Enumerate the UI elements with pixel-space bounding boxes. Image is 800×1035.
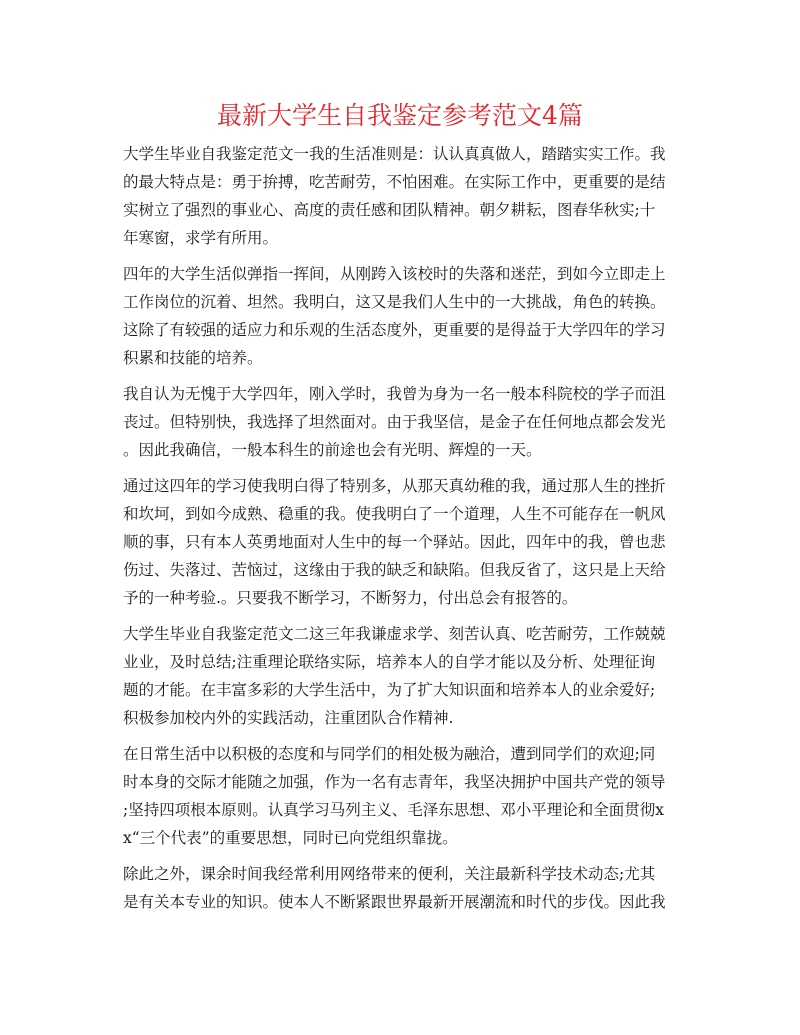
- paragraph-line: 积极参加校内外的实践活动，注重团队合作精神.: [123, 709, 454, 727]
- paragraph-7: [123, 860, 678, 916]
- paragraph-2: [123, 260, 678, 372]
- paragraph-line: 这除了有较强的适应力和乐观的生活态度外，更重要的是得益于大学四年的学习: [123, 321, 666, 339]
- paragraph-line: 通过这四年的学习使我明白得了特别多，从那天真幼稚的我，通过那人生的挫折: [123, 477, 666, 495]
- paragraph-line: 丧过。但特别快，我选择了坦然面对。由于我坚信，是金子在任何地点都会发光: [123, 413, 666, 431]
- paragraph-line: 我自认为无愧于大学四年，刚入学时，我曾为身为一名一般本科院校的学子而沮: [123, 385, 666, 403]
- paragraph-line: 予的一种考验.。只要我不断学习，不断努力，付出总会有报答的。: [123, 589, 578, 607]
- paragraph-line: 实树立了强烈的事业心、高度的责任感和团队精神。朝夕耕耘，图春华秋实;十: [123, 201, 656, 219]
- paragraph-line: 的最大特点是：勇于拚搏，吃苦耐劳，不怕困难。在实际工作中，更重要的是结: [123, 173, 666, 191]
- paragraph-line: 大学生毕业自我鉴定范文一我的生活准则是：认认真真做人，踏踏实实工作。我: [123, 145, 666, 163]
- paragraph-line: 顺的事，只有本人英勇地面对人生中的每一个驿站。因此，四年中的我，曾也悲: [123, 533, 666, 551]
- paragraph-line: ;坚持四项根本原则。认真学习马列主义、毛泽东思想、邓小平理论和全面贯彻x: [123, 801, 664, 819]
- paragraph-line: 在日常生活中以积极的态度和与同学们的相处极为融洽，遭到同学们的欢迎;同: [123, 745, 656, 763]
- paragraph-line: 除此之外，课余时间我经常利用网络带来的便利，关注最新科学技术动态;尤其: [123, 865, 656, 883]
- paragraph-line: 工作岗位的沉着、坦然。我明白，这又是我们人生中的一大挑战，角色的转换。: [123, 293, 666, 311]
- paragraph-line: 题的才能。在丰富多彩的大学生活中，为了扩大知识面和培养本人的业余爱好;: [123, 681, 656, 699]
- paragraph-1: [123, 140, 678, 252]
- paragraph-line: 积累和技能的培养。: [123, 349, 263, 367]
- paragraph-5: [123, 620, 678, 732]
- paragraph-6: [123, 740, 678, 852]
- paragraph-line: 四年的大学生活似弹指一挥间，从刚跨入该校时的失落和迷茫，到如今立即走上: [123, 265, 666, 283]
- paragraph-line: x“三个代表”的重要思想，同时已向党组织靠拢。: [123, 829, 458, 847]
- paragraph-line: 时本身的交际才能随之加强，作为一名有志青年，我坚决拥护中国共产党的领导: [123, 773, 666, 791]
- paragraph-line: 年寒窗，求学有所用。: [123, 229, 279, 247]
- paragraph-line: 和坎坷，到如今成熟、稳重的我。使我明白了一个道理，人生不可能存在一帆风: [123, 505, 666, 523]
- paragraph-4: [123, 472, 678, 612]
- document-title: 最新大学生自我鉴定参考范文4篇: [217, 101, 583, 130]
- paragraph-line: 业业，及时总结;注重理论联络实际，培养本人的自学才能以及分析、处理征询: [123, 653, 656, 671]
- paragraph-line: 是有关本专业的知识。使本人不断紧跟世界最新开展潮流和时代的步伐。因此我: [123, 893, 666, 911]
- paragraph-line: 。因此我确信，一般本科生的前途也会有光明、辉煌的一天。: [123, 441, 542, 459]
- paragraph-3: [123, 380, 678, 464]
- paragraph-line: 大学生毕业自我鉴定范文二这三年我谦虚求学、刻苦认真、吃苦耐劳，工作兢兢: [123, 625, 666, 643]
- paragraph-line: 伤过、失落过、苦恼过，这缘由于我的缺乏和缺陷。但我反省了，这只是上天给: [123, 561, 666, 579]
- document-body: [123, 140, 678, 924]
